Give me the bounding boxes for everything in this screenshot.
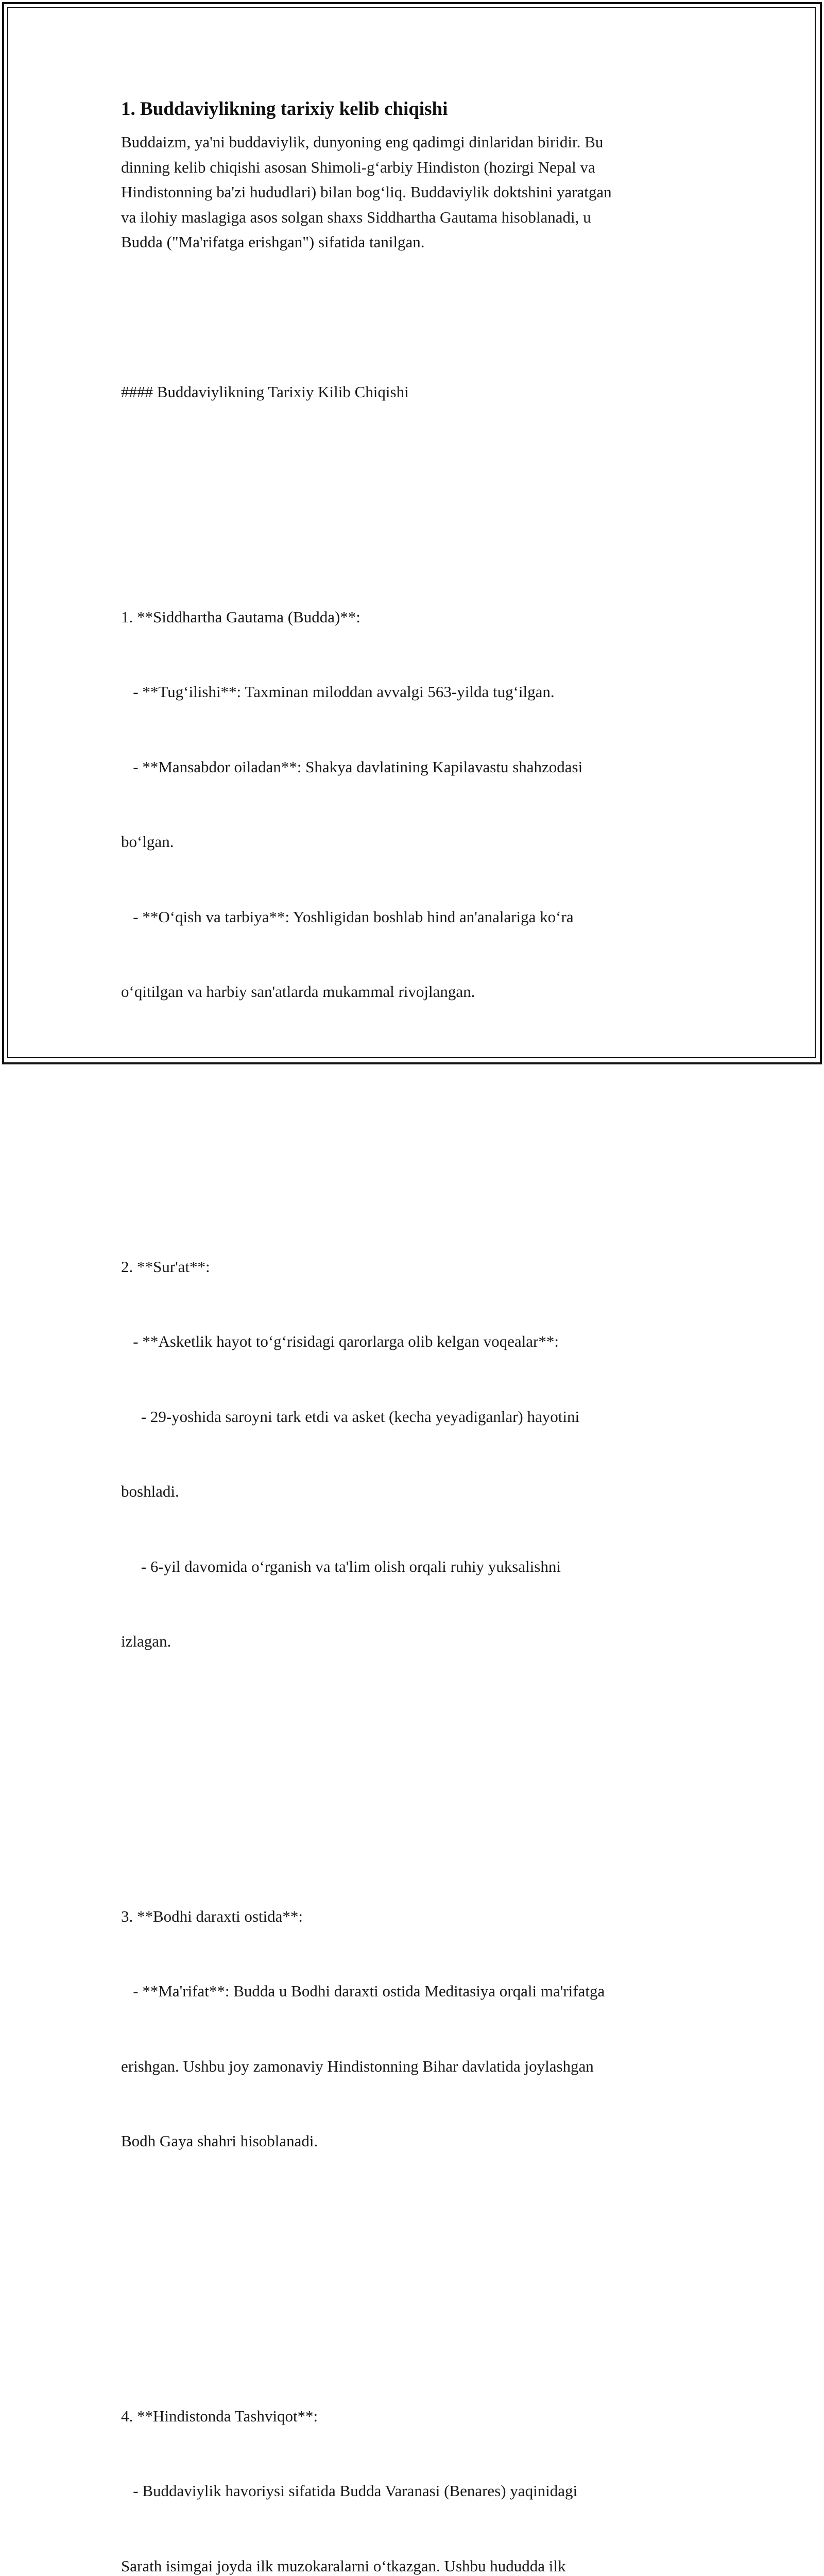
section-3-line: 3. **Bodhi daraxti ostida**:: [121, 1904, 713, 1929]
spacer: [121, 305, 713, 330]
section-3-line: erishgan. Ushbu joy zamonaviy Hindistonning Bihar davlatida joylashgan: [121, 2054, 713, 2079]
spacer: [121, 455, 713, 480]
section-4-line: 4. **Hindistonda Tashviqot**:: [121, 2404, 713, 2429]
section-2: [121, 1205, 713, 1704]
section-2-line: - 29-yoshida saroyni tark etdi va asket (kecha yeyadiganlar) hayotini: [121, 1404, 713, 1430]
spacer: [121, 1754, 713, 1780]
intro-paragraph: [121, 130, 713, 255]
section-3-line: Bodh Gaya shahri hisoblanadi.: [121, 2129, 713, 2154]
section-1-line: - **Tug‘ilishi**: Taxminan miloddan avvalgi 563-yilda tug‘ilgan.: [121, 680, 713, 705]
spacer: [121, 1105, 713, 1130]
section-1: [121, 555, 713, 1055]
section-2-line: - **Asketlik hayot to‘g‘risidagi qarorlarga olib kelgan voqealar**:: [121, 1329, 713, 1354]
intro-line: va ilohiy maslagiga asos solgan shaxs Siddhartha Gautama hisoblanadi, u: [121, 205, 713, 230]
section-3-line: - **Ma'rifat**: Budda u Bodhi daraxti ostida Meditasiya orqali ma'rifatga: [121, 1979, 713, 2004]
section-2-line: izlagan.: [121, 1629, 713, 1654]
section-4-line: Sarath isimgai joyda ilk muzokaralarni o‘tkazgan. Ushbu hududda ilk: [121, 2554, 713, 2576]
section-2-line: - 6-yil davomida o‘rganish va ta'lim olish orqali ruhiy yuksalishni: [121, 1554, 713, 1580]
section-2-line: boshladi.: [121, 1479, 713, 1504]
section-1-line: o‘qitilgan va harbiy san'atlarda mukammal rivojlangan.: [121, 979, 713, 1005]
document-content: [121, 96, 713, 2576]
document-heading: 1. Buddaviylikning tarixiy kelib chiqishi: [121, 96, 713, 123]
section-subheading: #### Buddaviylikning Tarixiy Kilib Chiqishi: [121, 380, 713, 405]
intro-line: dinning kelib chiqishi asosan Shimoli-g‘arbiy Hindiston (hozirgi Nepal va: [121, 155, 713, 180]
section-2-line: 2. **Sur'at**:: [121, 1255, 713, 1280]
section-1-line: - **O‘qish va tarbiya**: Yoshligidan boshlab hind an'analariga ko‘ra: [121, 905, 713, 930]
section-4-line: - Buddaviylik havoriysi sifatida Budda Varanasi (Benares) yaqinidagi: [121, 2479, 713, 2504]
intro-line: Budda ("Ma'rifatga erishgan") sifatida tanilgan.: [121, 230, 713, 255]
section-1-line: - **Mansabdor oiladan**: Shakya davlatining Kapilavastu shahzodasi: [121, 755, 713, 780]
intro-line: Buddaizm, ya'ni buddaviylik, dunyoning eng qadimgi dinlaridan biridir. Bu: [121, 130, 713, 155]
section-4: [121, 2354, 713, 2576]
document-body: [121, 255, 713, 2576]
spacer: [121, 2254, 713, 2279]
section-1-line: 1. **Siddhartha Gautama (Budda)**:: [121, 605, 713, 630]
section-1-line: bo‘lgan.: [121, 829, 713, 855]
intro-line: Hindistonning ba'zi hududlari) bilan bog‘liq. Buddaviylik doktshini yaratgan: [121, 180, 713, 205]
section-3: [121, 1854, 713, 2204]
